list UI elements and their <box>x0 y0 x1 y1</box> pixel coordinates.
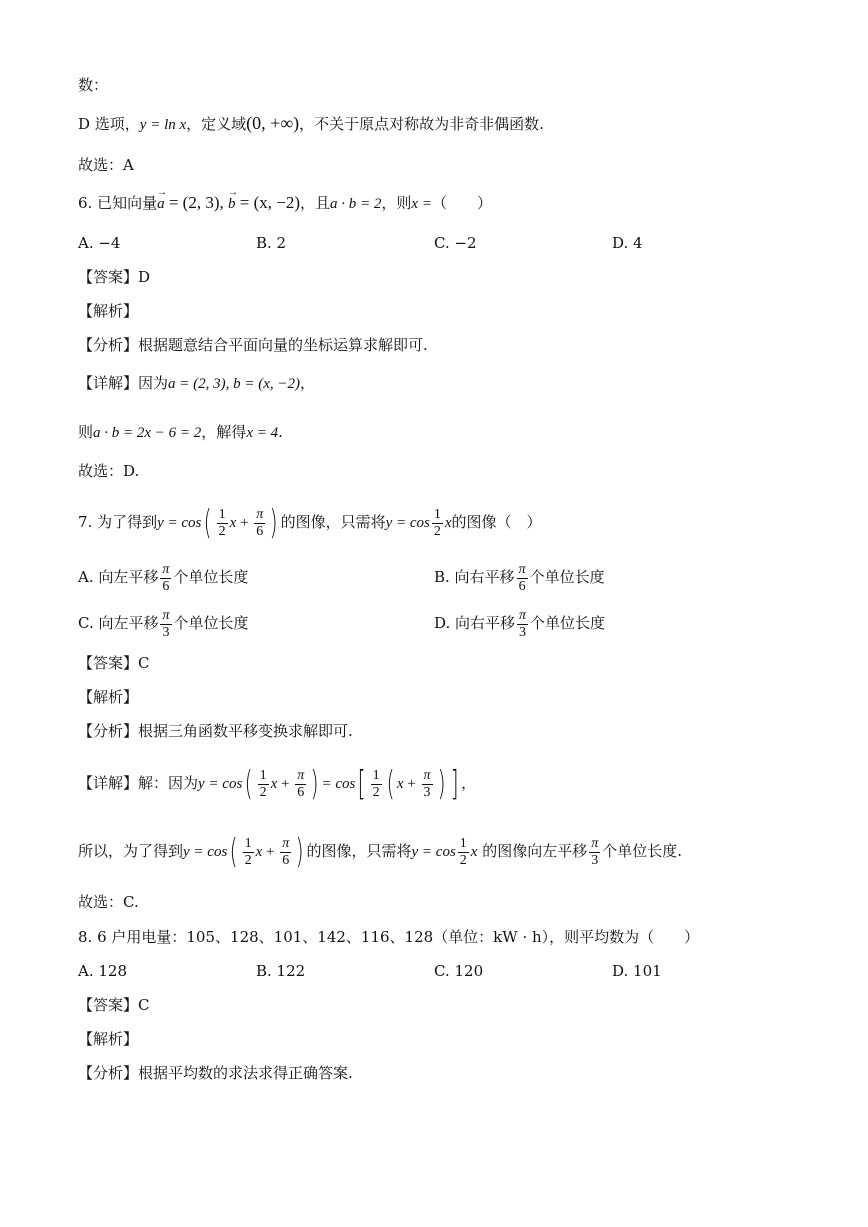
math-expression: a = (2, 3), b = (x, −2) <box>168 376 301 392</box>
q8-analysis-heading: 【解析】 <box>78 1030 139 1048</box>
q7-answer: 【答案】C <box>78 654 150 672</box>
q8-option-d: D. 101 <box>612 962 662 980</box>
q6-analysis-heading: 【解析】 <box>78 302 139 320</box>
q8-option-c: C. 120 <box>434 962 484 980</box>
fraction: $\frac{\pi}{3}$ <box>519 607 527 640</box>
math-expression: x = 4 <box>246 425 279 441</box>
q7-analysis-heading: 【解析】 <box>78 688 139 706</box>
fraction: $\frac{\pi}{6}$ <box>256 506 264 539</box>
question-6: 6. 已知向量→ a = (2, 3), → b = (x, −2)，且a · b = 2，则x =（ ） <box>78 192 492 215</box>
vector-a: → a <box>157 193 165 215</box>
q6-selection: 故选：D. <box>78 462 140 480</box>
fraction: $\frac{1}{2}$ <box>218 506 226 539</box>
q6-option-b: B. 2 <box>256 234 287 252</box>
q8-option-a: A. 128 <box>78 962 127 980</box>
question-7: 7. 为了得到y = cos( $\frac{1}{2}$ x + $\frac{\pi}{6}$ ) 的图像，只需将y = cos $\frac{1}{2}$ x的图像（ ） <box>78 503 542 543</box>
q7-detail: 【详解】解：因为y = cos( $\frac{1}{2}$ x + $\frac{\pi}{6}$ ) = cos[ $\frac{1}{2}$ ( x + $\frac{\pi}{3}$ ) ] ， <box>78 764 477 804</box>
q8-analysis: 【分析】根据平均数的求法求得正确答案. <box>78 1064 353 1082</box>
q7-option-d: D. 向右平移 $\frac{\pi}{3}$ 个单位长度 <box>434 607 606 640</box>
option-d-analysis: D 选项，y = ln x，定义域(0, +∞)，不关于原点对称故为非奇非偶函数. <box>78 113 544 133</box>
q6-analysis: 【分析】根据题意结合平面向量的坐标运算求解即可. <box>78 336 428 354</box>
math-expression: (0, +∞) <box>246 113 300 133</box>
vector-b: → b <box>228 193 236 215</box>
text-line: 数： <box>78 76 109 94</box>
q7-conclusion: 所以，为了得到y = cos( $\frac{1}{2}$ x + $\frac{\pi}{6}$ ) 的图像，只需将y = cos $\frac{1}{2}$ x 的图像向左平移 $\frac{\pi}{3}$ 个单位长度. <box>78 832 683 872</box>
math-expression: a · b = 2 <box>330 196 382 212</box>
fraction: $\frac{\pi}{6}$ <box>518 561 526 594</box>
q6-answer: 【答案】D <box>78 268 151 286</box>
q7-option-a: A. 向左平移 $\frac{\pi}{6}$ 个单位长度 <box>78 561 249 594</box>
q6-option-c: C. −2 <box>434 234 477 252</box>
q7-analysis: 【分析】根据三角函数平移变换求解即可. <box>78 722 353 740</box>
q6-detail: 【详解】因为a = (2, 3), b = (x, −2)， <box>78 374 316 392</box>
q7-option-b: B. 向右平移 $\frac{\pi}{6}$ 个单位长度 <box>434 561 605 594</box>
q8-option-b: B. 122 <box>256 962 306 980</box>
answer-selection: 故选：A <box>78 156 134 174</box>
math-expression: y = ln x <box>139 117 187 133</box>
fraction: $\frac{1}{2}$ <box>433 506 441 539</box>
math-expression: a · b = 2x − 6 = 2 <box>93 425 202 441</box>
q6-detail-2: 则a · b = 2x − 6 = 2，解得x = 4. <box>78 423 283 441</box>
q8-answer: 【答案】C <box>78 996 150 1014</box>
q6-option-d: D. 4 <box>612 234 643 252</box>
question-8: 8. 6 户用电量：105、128、101、142、116、128（单位：kW · h），则平均数为（ ） <box>78 928 700 946</box>
q7-option-c: C. 向左平移 $\frac{\pi}{3}$ 个单位长度 <box>78 607 249 640</box>
q6-option-a: A. −4 <box>78 234 121 252</box>
q7-selection: 故选：C. <box>78 893 139 911</box>
fraction: $\frac{\pi}{3}$ <box>162 607 170 640</box>
fraction: $\frac{\pi}{6}$ <box>162 561 170 594</box>
